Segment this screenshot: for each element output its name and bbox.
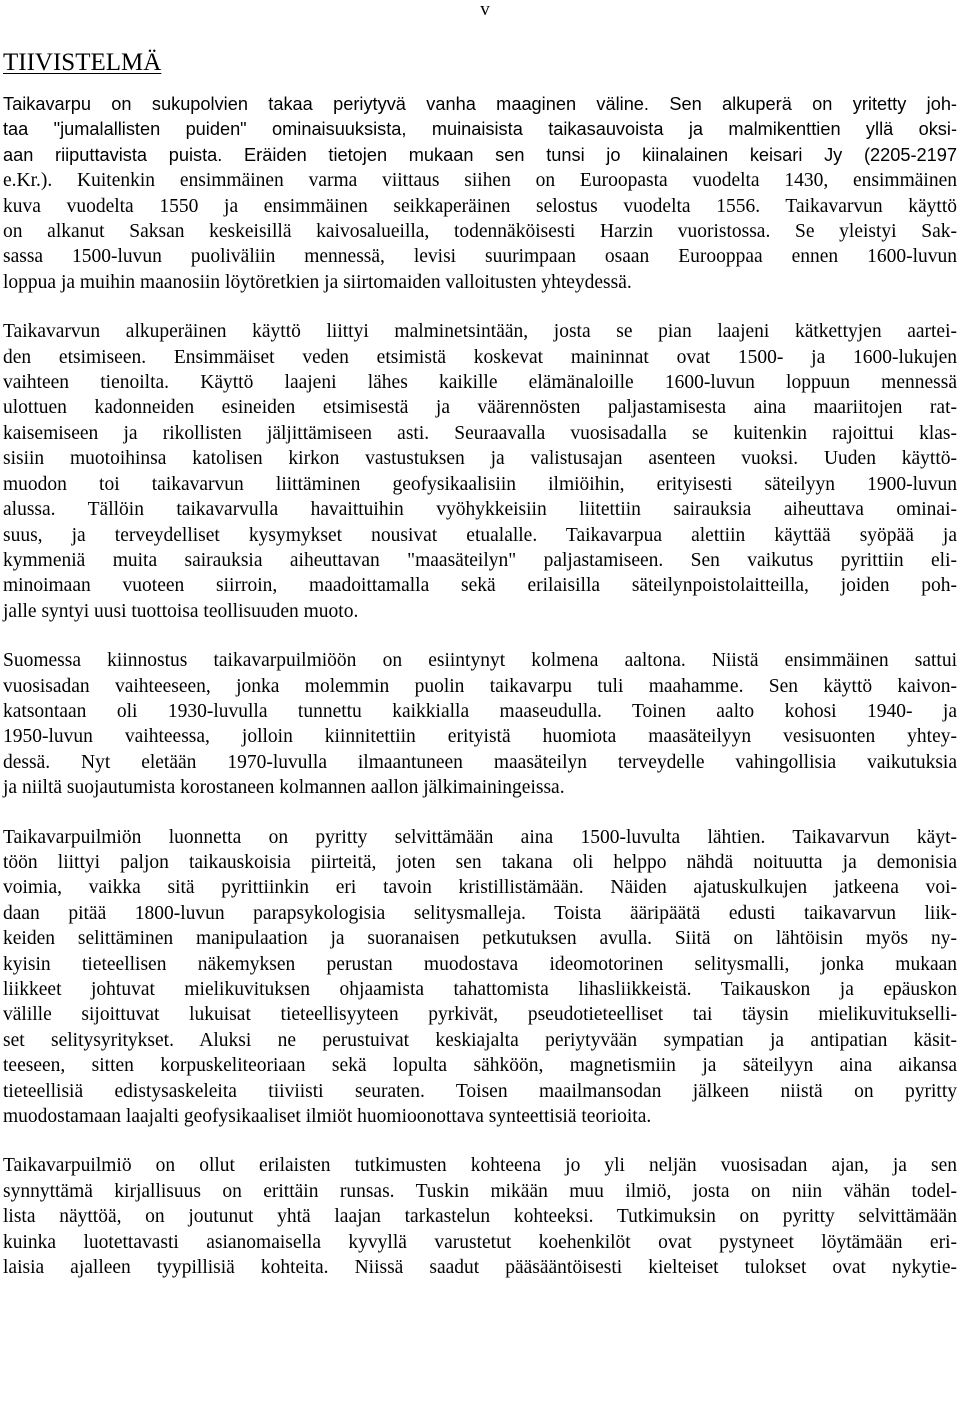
text-line: ja niiltä suojautumista korostaneen kolmannen aallon jälkimainingeissa. [3, 777, 565, 799]
text-line: kuva vuodelta 1550 ja ensimmäinen seikkaperäinen selostus vuodelta 1556. Taikavarvun käyttö [3, 195, 957, 217]
section-heading: TIIVISTELMÄ [3, 49, 162, 76]
text-line: daan pitää 1800-luvun parapsykologisia selitysmalleja. Toista ääripäätä edusti taikavarvun liik- [3, 902, 957, 924]
text-line: muodon toi taikavarvun liittäminen geofysikaalisiin ilmiöihin, erityisesti säteilyyn 1900-luvun [3, 473, 957, 495]
text-line: vuosisadan vaihteeseen, jonka molemmin puolin taikavarpu tuli maahamme. Sen käyttö kaivon- [3, 675, 957, 697]
text-line: synnyttämä kirjallisuus on erittäin runsas. Tuskin mikään muu ilmiö, josta on niin vähän todel- [3, 1180, 957, 1202]
text-line: taa "jumalallisten puiden" ominaisuuksista, muinaisista taikasauvoista ja malmikenttien yllä oksi- [3, 119, 957, 140]
text-line: Taikavarpuilmiön luonnetta on pyritty selvittämään aina 1500-luvulta lähtien. Taikavarvun käyt- [3, 826, 957, 848]
text-line: keiden selittäminen manipulaation ja suoranaisen petkutuksen avulla. Siitä on lähtöisin myös ny- [3, 928, 957, 950]
text-line: sisiin muotoihinsa katolisen kirkon vastustuksen ja valistusajan asenteen vuoksi. Uuden käyttö- [3, 448, 957, 470]
page-number: v [480, 0, 490, 20]
paragraph [3, 1153, 957, 1280]
text-line: liikkeet johtuvat mielikuvituksen ohjaamista tahattomista lihasliikkeistä. Taikauskon ja epäuskon [3, 979, 957, 1000]
text-line: loppua ja muihin maanosiin löytöretkien ja siirtomaiden valloitusten yhteydessä. [3, 271, 632, 293]
document-body [3, 92, 957, 1304]
text-line: kuinka luotettavasti asianomaisella kyvyllä varustetut koehenkilöt ovat pystyneet löytämään eri- [3, 1231, 957, 1253]
text-line: lista näyttöä, on joutunut yhtä laajan tarkastelun kohteeksi. Tutkimuksin on pyritty selvittämään [3, 1206, 957, 1228]
text-line: kyisin tieteellisen näkemyksen perustan muodostava ideomotorinen selitysmalli, jonka mukaan [3, 953, 957, 975]
paragraph [3, 319, 957, 624]
text-line: voimia, vaikka sitä pyrittiinkin eri tavoin kristillistämään. Näiden ajatuskulkujen jatkeena voi- [3, 877, 957, 899]
text-line: aan riiputtavista puista. Eräiden tietojen mukaan sen tunsi jo kiinalainen keisari Jy (2205-2197 [3, 144, 957, 165]
text-line: Suomessa kiinnostus taikavarpuilmiöön on esiintynyt kolmena aaltona. Niistä ensimmäinen sattui [3, 650, 957, 672]
text-line: kymmeniä muita sairauksia aiheuttavan "maasäteilyn" paljastamiseen. Sen vaikutus pyrittiin eli- [3, 549, 957, 571]
text-line: set selitysyritykset. Aluksi ne perustuivat keskiajalta periytyvään sympatian ja antipatian käsit- [3, 1029, 957, 1051]
paragraph [3, 648, 957, 800]
text-line: Taikavarvun alkuperäinen käyttö liittyi malminetsintään, josta se pian laajeni kätkettyjen aartei- [3, 321, 957, 343]
text-line: välille sijoittuvat lukuisat tieteellisyyteen pyrkivät, pseudotieteelliset tai täysin mielikuvitukselli- [3, 1004, 957, 1026]
text-line: jalle syntyi uusi tuottoisa teollisuuden muoto. [3, 600, 359, 622]
text-line: muodostamaan laajalti geofysikaaliset ilmiöt huomioonottava synteettisiä teorioita. [3, 1106, 652, 1128]
text-line: suus, ja terveydelliset kysymykset nousivat etualalle. Taikavarpua alettiin käyttää syöpää ja [3, 524, 957, 546]
text-line: teeseen, sitten korpuskeliteoriaan sekä lopulta sähköön, magnetismiin ja säteilyyn aina aikansa [3, 1055, 957, 1077]
text-line: e.Kr.). Kuitenkin ensimmäinen varma viittaus siihen on Euroopasta vuodelta 1430, ensimmäinen [3, 170, 957, 192]
text-line: Taikavarpuilmiö on ollut erilaisten tutkimusten kohteena jo yli neljän vuosisadan ajan, ja sen [3, 1155, 957, 1177]
text-line: vaihteen tienoilta. Käyttö laajeni lähes kaikille elämänaloille 1600-luvun loppuun mennessä [3, 372, 957, 394]
text-line: on alkanut Saksan keskeisillä kaivosalueilla, todennäköisesti Harzin vuoristossa. Se yleistyi Sak- [3, 221, 957, 243]
text-line: Taikavarpu on sukupolvien takaa periytyvä vanha maaginen väline. Sen alkuperä on yritetty joh- [3, 94, 957, 114]
text-line: alussa. Tällöin taikavarvulla havaittuihin vyöhykkeisiin liitettiin sairauksia aiheuttava ominai- [3, 499, 957, 521]
text-line: minoimaan vuoteen siirroin, maadoittamalla sekä erilaisilla säteilynpoistolaitteilla, joiden poh- [3, 575, 957, 597]
text-line: laisia ajalleen tyypillisiä kohteita. Niissä saadut pääsääntöisesti kielteiset tulokset ovat nykytie- [3, 1257, 957, 1279]
text-line: kaisemiseen ja rikollisten jäljittämiseen asti. Seuraavalla vuosisadalla se kuitenkin rajoittui klas- [3, 422, 957, 444]
text-line: sassa 1500-luvun puoliväliin mennessä, levisi suurimpaan osaan Eurooppaa ennen 1600-luvun [3, 246, 957, 268]
text-line: den etsimiseen. Ensimmäiset veden etsimistä koskevat maininnat ovat 1500- ja 1600-lukujen [3, 346, 957, 368]
text-line: dessä. Nyt eletään 1970-luvulla ilmaantuneen maasäteilyn terveydelle vahingollisia vaikutuksia [3, 751, 957, 773]
paragraph [3, 825, 957, 1130]
text-line: katsontaan oli 1930-luvulla tunnettu kaikkialla maaseudulla. Toinen aalto kohosi 1940- ja [3, 700, 957, 722]
paragraph [3, 92, 957, 295]
text-line: tieteellisiä edistysaskeleita tiiviisti seuraten. Toisen maailmansodan jälkeen niistä on pyritty [3, 1080, 957, 1102]
text-line: töön liittyi paljon taikauskoisia piirteitä, joten sen takana oli helppo nähdä noituutta ja demonisia [3, 851, 957, 873]
text-line: ulottuen kadonneiden esineiden etsimisestä ja väärennösten paljastamisesta aina maariitojen rat- [3, 397, 957, 419]
text-line: 1950-luvun vaihteessa, jolloin kiinnitettiin erityistä huomiota maasäteilyyn vesisuonten yhtey- [3, 726, 957, 748]
